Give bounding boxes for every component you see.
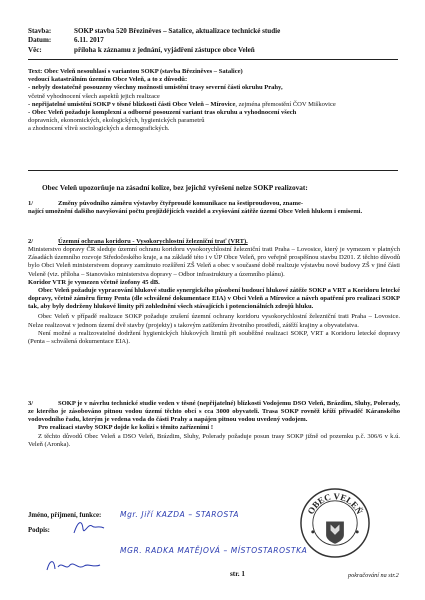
continuation-note: pokračování na str.2	[348, 572, 399, 579]
official-stamp	[298, 486, 372, 560]
section-number: 3/	[28, 400, 34, 407]
stavba-value: SOKP stavba 520 Březiněves – Satalice, aktualizace technické studie	[74, 27, 281, 35]
section-3-paragraph: SOKP je v návrhu technické studie veden v těsné (nepřijatelné) blízkosti Vodojemu DSO Veleň, Brázdim, Sluhy, Polerady, ze kterého je zásobováno pitnou vodou území těchto obcí s cca 3000 obyvateli. Trasa SOKP rovněž kříží přivaděč Káranského vodovodního řadu, kterým je vedena voda do části Prahy a napájen pitnou vodou uvedený vodojem.	[28, 400, 400, 424]
text-line: - nepřijatelné umístění SOKP v těsné blízkosti části Obce Veleň – Mírovice	[28, 100, 236, 108]
text-line: , zejména přemostění ČOV Miškovice	[235, 100, 336, 108]
page-number: str. 1	[230, 570, 245, 578]
text-line: včetně vyhodnocení všech aspektů jejich realizace	[28, 92, 160, 100]
stavba-label: Stavba:	[28, 27, 52, 35]
section-2-paragraph: Obec Veleň požaduje vypracování hlukové studie synergického působení budoucí hlukové zátěže SOKP a VRT a Koridoru letecké dopravy, včetně záměru firmy Penta (dle schválené dokumentace EIA) v Obci Veleň a Mírovice a návrh opatření pro realizaci SOKP tak, aby byly dodrženy hlukové limity při zohlednění všech stávajících i potencionálních zdrojů hluku.	[28, 286, 400, 311]
text-line: - Obec Veleň požaduje komplexní a odborné posouzení variant tras okruhu a vyhodnocení všech	[28, 109, 297, 117]
vec-label: Věc:	[28, 45, 42, 54]
text-block	[28, 68, 400, 134]
signature-scribble	[70, 517, 110, 537]
section-2-paragraph: Obec Veleň v případě realizace SOKP požaduje zrušení územní ochrany koridoru vysokorychlostní železniční trati Praha – Lovosice. Nelze realizovat v jednom území dvě stavby (projekty) s takovým zatížením životního prostředí, zátěží krajiny a obyvatelstva.	[28, 313, 400, 329]
svg-text:OBEC VELEŇ: OBEC VELEŇ	[305, 491, 365, 516]
section-3-paragraph: Z těchto důvodů Obec Veleň a DSO Veleň, Brázdim, Sluhy, Polerady požaduje posun trasy SOKP jižně od pozemku p.č. 306/6 v k.ú. Veleň (Aronka).	[28, 432, 400, 448]
datum-label: Datum:	[28, 36, 52, 45]
section-number: 1/	[28, 200, 34, 207]
text-divider	[28, 170, 398, 171]
text-line: Text: Obec Veleň nesouhlasí s variantou SOKP (stavba Březiněves – Satalice)	[28, 68, 243, 75]
section-2-paragraph: Není možné a realizovatelné dodržení hygienických hlukových limitů při souběžné realizaci SOKP, VRT a Koridoru letecké dopravy (Penta – schválená dokumentace EIA).	[28, 329, 400, 345]
section-1-line: nající umožnění dalšího navyšování počtu projíždějících vozidel a zvyšování zátěže území Obce Veleň hlukem i emisemi.	[28, 208, 363, 216]
section-2	[28, 238, 400, 346]
section-number: 2/	[28, 238, 34, 245]
datum-value: 6.11. 2017	[74, 36, 104, 45]
text-line: vedoucí katastrálním územím Obce Veleň, a to z důvodů:	[28, 76, 188, 84]
header-divider	[28, 59, 398, 60]
section-2-paragraph: Koridor VTR je vymezen včetně izofony 45 dB.	[28, 278, 160, 286]
document-header	[28, 27, 408, 55]
signature-label: Podpis:	[28, 527, 50, 534]
text-line: - nebyly dostatečně posouzeny všechny možnosti umístění trasy severní části okruhu Prahy,	[28, 84, 283, 92]
signature-scribble-2	[44, 555, 104, 577]
vec-value: příloha k záznamu z jednání, vyjádření zástupce obce Veleň	[74, 45, 255, 54]
section-2-paragraph: Ministerstvo dopravy ČR sleduje územní ochranu koridoru vysokorychlostní železniční trati Praha – Lovosice, který je vymezen v platných Zásadách územního rozvoje Středočeského kraje, a na základě této i v ÚP Obce Veleň, pro veřejně prospěšnou stavbu D201. Z těchto důvodů bylo Obci Veleň ministerstvem dopravy zamítnuto rozšíření ZŠ Veleň a obec v současné době realizuje výstavbu nové budovy ZŠ v jiné části Veleně (viz. příloha – Stanovisko ministerstva dopravy – Odbor infrastruktury a územního plánu).	[28, 246, 400, 278]
section-3	[28, 400, 400, 449]
section-2-title: Územní ochrana koridoru - Vysokorychlostní železniční trať (VRT).	[58, 238, 248, 245]
handwritten-name-2: MGR. RADKA MATĚJOVÁ – MÍSTOSTAROSTKA	[120, 546, 308, 555]
handwritten-name: Mgr. Jiří KAZDA – STAROSTA	[120, 510, 240, 519]
section-1	[28, 200, 400, 216]
section-3-paragraph: Pro realizaci stavby SOKP dojde ke kolizi s těmito zařízeními !	[38, 424, 214, 432]
intro-heading: Obec Veleň upozorňuje na zásadní kolize, bez jejichž vyřešení nelze SOKP realizovat:	[42, 183, 308, 192]
text-line: dopravních, ekonomických, ekologických, hygienických parametrů	[28, 117, 205, 125]
text-line: a zhodnocení vlivů sociologických a demografických.	[28, 125, 170, 133]
name-label: Jméno, příjmení, funkce:	[28, 512, 102, 519]
section-1-line: Změny původního záměru výstavby čtyřproudé komunikace na šestiproudovou, zname-	[58, 200, 304, 207]
